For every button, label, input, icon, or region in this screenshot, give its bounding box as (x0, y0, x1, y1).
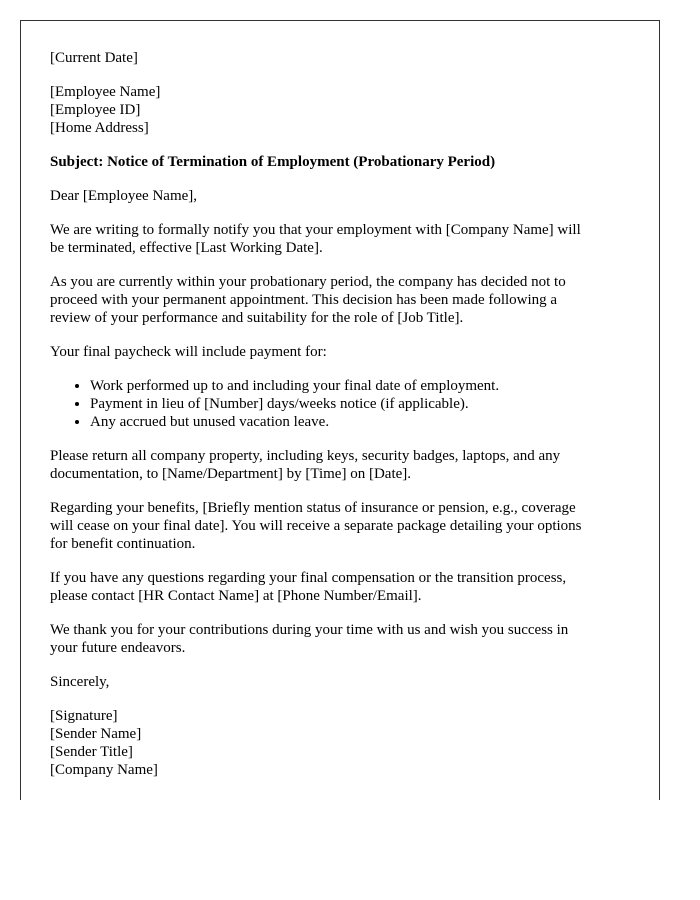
paragraph-line: for benefit continuation. (50, 536, 196, 552)
subject-block (50, 153, 630, 171)
salutation-block (50, 187, 630, 205)
paragraph-line: As you are currently within your probationary period, the company has decided not to (50, 274, 566, 290)
list-item: • Any accrued but unused vacation leave. (90, 413, 630, 431)
paragraph-line: We are writing to formally notify you that your employment with [Company Name] will (50, 222, 581, 238)
letter-body (50, 49, 630, 795)
salutation: Dear [Employee Name], (50, 188, 198, 204)
paragraph-line: We thank you for your contributions during your time with us and wish you success in (50, 622, 569, 638)
paragraph-line: If you have any questions regarding your final compensation or the transition process, (50, 570, 567, 586)
company-name: [Company Name] (50, 762, 158, 778)
paragraph-line: Please return all company property, including keys, security badges, laptops, and any (50, 448, 561, 464)
paragraph-line: documentation, to [Name/Department] by [Time] on [Date]. (50, 466, 412, 482)
paragraph-probation (50, 273, 630, 327)
letter-page (20, 20, 660, 800)
paragraph-questions (50, 569, 630, 605)
paragraph-line: Regarding your benefits, [Briefly mention status of insurance or pension, e.g., coverage (50, 500, 576, 516)
signature: [Signature] (50, 708, 118, 724)
date-block (50, 49, 630, 67)
pay-items-list (50, 377, 630, 431)
employee-name: [Employee Name] (50, 84, 161, 100)
sender-title: [Sender Title] (50, 744, 133, 760)
signature-block (50, 707, 630, 779)
paragraph-paycheck (50, 343, 630, 361)
paragraph-line: please contact [HR Contact Name] at [Phone Number/Email]. (50, 588, 422, 604)
paragraph-line: will cease on your final date]. You will receive a separate package detailing your options (50, 518, 582, 534)
paragraph-line: your future endeavors. (50, 640, 186, 656)
paragraph-property (50, 447, 630, 483)
current-date: [Current Date] (50, 50, 138, 66)
closing: Sincerely, (50, 674, 110, 690)
employee-id: [Employee ID] (50, 102, 141, 118)
closing-block (50, 673, 630, 691)
paragraph-benefits (50, 499, 630, 553)
paragraph-notification (50, 221, 630, 257)
paragraph-line: proceed with your permanent appointment. This decision has been made following a (50, 292, 558, 308)
home-address: [Home Address] (50, 120, 149, 136)
paragraph-line: Your final paycheck will include payment for: (50, 344, 327, 360)
recipient-block (50, 83, 630, 137)
paragraph-line: be terminated, effective [Last Working Date]. (50, 240, 323, 256)
sender-name: [Sender Name] (50, 726, 142, 742)
paragraph-thanks (50, 621, 630, 657)
list-item: • Payment in lieu of [Number] days/weeks notice (if applicable). (90, 395, 630, 413)
list-item: • Work performed up to and including your final date of employment. (90, 377, 630, 395)
paragraph-line: review of your performance and suitability for the role of [Job Title]. (50, 310, 464, 326)
subject-line: Subject: Notice of Termination of Employment (Probationary Period) (50, 154, 496, 170)
